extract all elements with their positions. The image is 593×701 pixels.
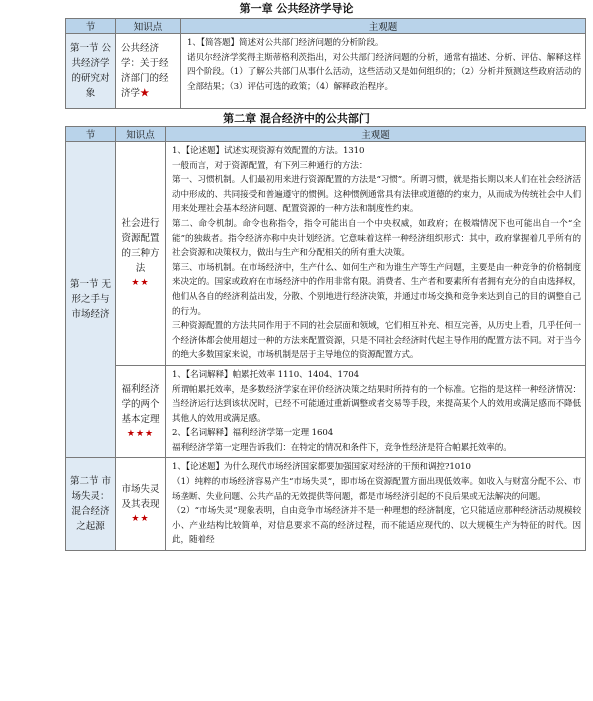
chapter-2-table xyxy=(65,126,586,551)
table-row xyxy=(66,142,586,366)
importance-stars: ★★ xyxy=(131,277,150,288)
section-label: 第一节 无形之手与市场经济 xyxy=(69,279,112,321)
question-title: 2、【名词解释】福利经济学第一定理 1604 xyxy=(172,428,334,439)
answer-paragraph: 第三、市场机制。在市场经济中，生产什么、如何生产和为谁生产等生产问题，主要是由一种竞争的价格制度来决定的。国家或政府在市场经济中的作用非常有限。消费者、生产者和要素所有者拥有充分的自由选择权，他们从各自的经济利益出发，分散、个别地进行经济决策，并通过市场交换和竞争来达到自己的目的调整自己的行为。 xyxy=(172,262,581,317)
knowledge-label: 福利经济学的两个基本定理 xyxy=(121,383,160,425)
answer-paragraph: 所谓帕累托效率，是多数经济学家在评价经济决策之结果时所持有的一个标准。它指的是这样一种经济情况：当经济运行达到该状况时，已经不可能通过重新调整或者交易等手段，来提高某个人的效用或满足感而不降低其他人的效用或满足感。 xyxy=(172,384,581,424)
table-row xyxy=(66,458,586,551)
header-topic: 主观题 xyxy=(181,19,586,34)
knowledge-cell xyxy=(116,142,166,366)
answer-paragraph: 第一、习惯机制。人们最初用来进行资源配置的方法是“习惯”。所谓习惯，就是指长期以来人们在社会经济活动中形成的、共同接受和普遍遵守的惯例。这种惯例通常具有法律或道德的约束力，从而成为传统社会中人们用来处理社会基本经济问题、配置资源的一种方法和制度性约束。 xyxy=(172,175,581,215)
topic-cell xyxy=(166,458,586,551)
topic-cell xyxy=(166,142,586,366)
knowledge-cell xyxy=(116,458,166,551)
knowledge-label: 市场失灵及其表现 xyxy=(121,483,160,510)
header-knowledge: 知识点 xyxy=(116,19,181,34)
header-topic: 主观题 xyxy=(166,127,586,142)
table-row xyxy=(66,34,586,109)
answer-paragraph: 第二、命令机制。命令也称指令，指令可能出自一个中央权威，如政府；在极端情况下也可能出自一个“全能”的独裁者。指令经济亦称中央计划经济。它意味着这样一种经济组织形式：其中，政府掌握着几乎所有的社会资源和决策权力，做出与生产和分配相关的所有重大决策。 xyxy=(172,218,581,259)
topic-cell xyxy=(166,365,586,458)
importance-stars: ★★ xyxy=(131,513,150,524)
question-title: 1、【论述题】试述实现资源有效配置的方法。1310 xyxy=(172,146,365,156)
header-row xyxy=(66,127,586,142)
knowledge-label: 社会进行资源配置的三种方法 xyxy=(121,217,160,274)
knowledge-cell xyxy=(116,365,166,458)
knowledge-label: 公共经济学：关于经济部门的经济学 xyxy=(121,43,169,99)
knowledge-cell xyxy=(116,34,181,109)
header-knowledge: 知识点 xyxy=(116,127,166,142)
question-title: 1、【名词解释】帕累托效率 1110、1404、1704 xyxy=(172,369,360,380)
section-cell xyxy=(66,34,116,109)
chapter-2-title: 第二章 混合经济中的公共部门 xyxy=(223,112,370,125)
header-row xyxy=(66,19,586,34)
chapter-1-title: 第一章 公共经济学导论 xyxy=(239,2,354,15)
section-label: 第二节 市场失灵：混合经济之起源 xyxy=(69,476,112,533)
question-title: 1、【简答题】简述对公共部门经济问题的分析阶段。 xyxy=(187,38,384,48)
answer-paragraph: 福利经济学第一定理告诉我们：在特定的情况和条件下，竞争性经济是符合帕累托效率的。 xyxy=(172,442,512,453)
chapter-1-table xyxy=(65,18,586,109)
importance-stars: ★ xyxy=(140,88,150,99)
section-cell xyxy=(66,458,116,551)
answer-paragraph: （1）纯粹的市场经济容易产生“市场失灵”，即市场在资源配置方面出现低效率。如收入与财富分配不公、市场垄断、失业问题、公共产品的无效提供等问题，都是市场经济引起的不良后果或无法解决的问题。 xyxy=(172,477,581,502)
section-label: 第一节 公共经济学的研究对象 xyxy=(69,43,112,99)
answer-paragraph: 三种资源配置的方法共同作用于不同的社会层面和领域，它们相互补充、相互完善，从历史上看，几乎任何一个经济体都会使用超过一种的方法来配置资源，只是不同社会经济时代起主导作用的配置方法不同。对于当今的绝大多数国家来说，市场机制是居于主导地位的资源配置方式。 xyxy=(172,321,581,361)
topic-cell xyxy=(181,34,586,109)
table-row xyxy=(66,365,586,458)
importance-stars: ★★★ xyxy=(126,428,155,439)
question-title: 1、【论述题】为什么现代市场经济国家都要加强国家对经济的干预和调控?1010 xyxy=(172,462,471,473)
answer-paragraph: 一般而言，对于资源配置，有下列三种通行的方法： xyxy=(172,160,368,171)
section-cell xyxy=(66,142,116,458)
header-section: 节 xyxy=(66,19,116,34)
header-section: 节 xyxy=(66,127,116,142)
answer-paragraph: 诺贝尔经济学奖得主斯蒂格利茨指出，对公共部门经济问题的分析，通常有描述、分析、评估、解释这样四个阶段。（1）了解公共部门从事什么活动，这些活动又是如何组织的；（2）分析并预测这些政府活动的全部结果；（3）评估可选的政策；（4）解释政治程序。 xyxy=(187,52,581,92)
answer-paragraph: （2）“市场失灵”现象表明，自由竞争市场经济并不是一种理想的经济制度，它只能适应那种经济活动规模较小、产业结构比较简单，对信息要求不高的经济过程，而不能适应现代的、以大规模生产为特征的时代。因此，随着经 xyxy=(172,506,581,546)
